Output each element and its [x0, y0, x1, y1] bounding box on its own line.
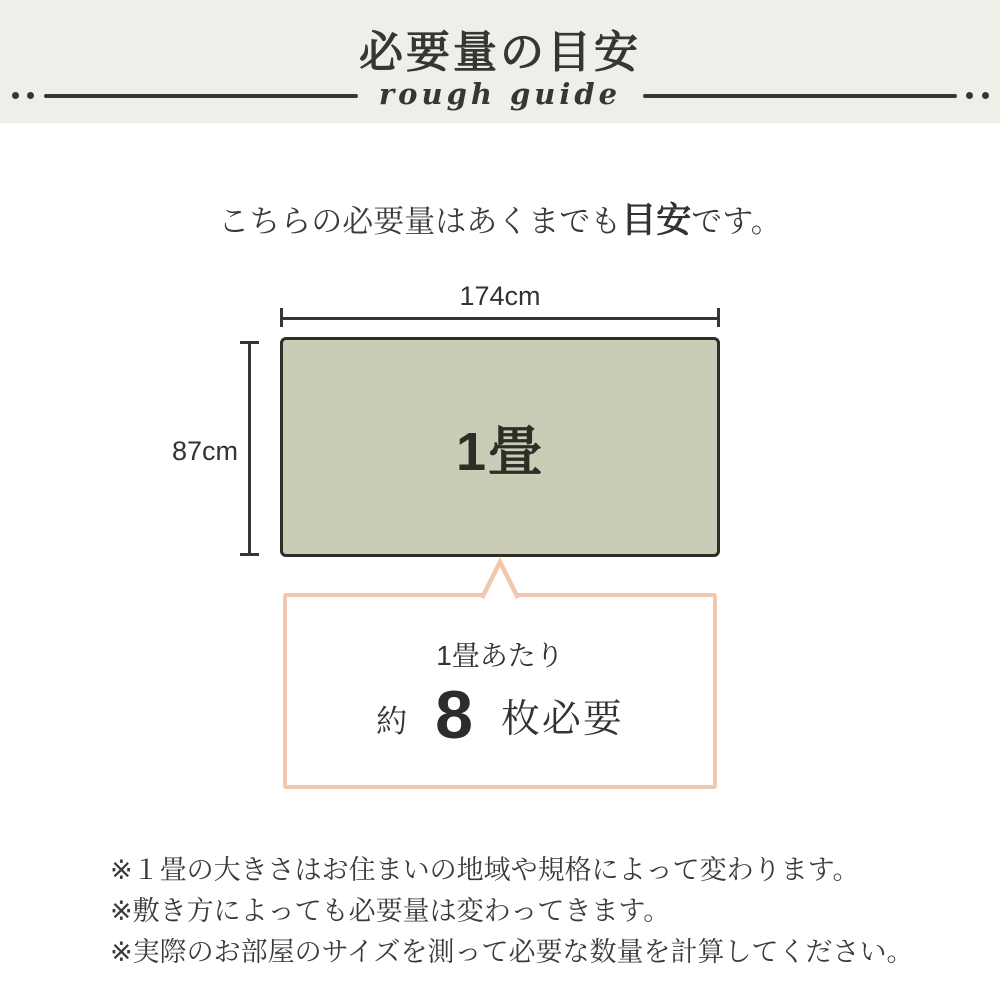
height-dimension-label: 87cm — [171, 436, 238, 466]
deco-dot-right-2 — [982, 92, 989, 99]
callout-count-value: 8 — [435, 677, 473, 753]
footnote-line: ※実際のお部屋のサイズを測って必要な数量を計算してください。 — [110, 937, 914, 967]
intro-prefix: こちらの必要量はあくまでも — [218, 204, 622, 239]
intro-suffix: です。 — [691, 204, 782, 239]
callout-quantity-row — [283, 670, 717, 753]
intro-sentence — [0, 193, 1000, 243]
deco-line-right — [643, 94, 957, 98]
height-dimension-line — [248, 342, 251, 555]
height-dimension-tick-top — [240, 341, 259, 344]
callout-tail-icon — [468, 556, 532, 601]
callout-unit-label: 枚必要 — [500, 698, 624, 741]
intro-emphasis: 目安 — [621, 201, 692, 240]
tatami-area-label: 1畳 — [455, 421, 545, 482]
tatami-rectangle — [280, 337, 720, 557]
header-subtitle: rough guide — [378, 77, 622, 111]
footnote-line: ※１畳の大きさはお住まいの地域や規格によって変わります。 — [110, 855, 860, 885]
callout-per-tatami-label: 1畳あたり — [436, 640, 564, 671]
callout-approx-label: 約 — [376, 704, 408, 739]
height-dimension-tick-bottom — [240, 553, 259, 556]
width-dimension-tick-left — [280, 308, 283, 327]
footnotes — [110, 850, 970, 973]
width-dimension-label: 174cm — [459, 281, 541, 311]
deco-dot-right-1 — [966, 92, 973, 99]
footnote-line: ※敷き方によっても必要量は変わってきます。 — [110, 896, 671, 926]
page-title: 必要量の目安 — [359, 28, 641, 77]
width-dimension-tick-right — [717, 308, 720, 327]
width-dimension-line — [281, 317, 719, 320]
